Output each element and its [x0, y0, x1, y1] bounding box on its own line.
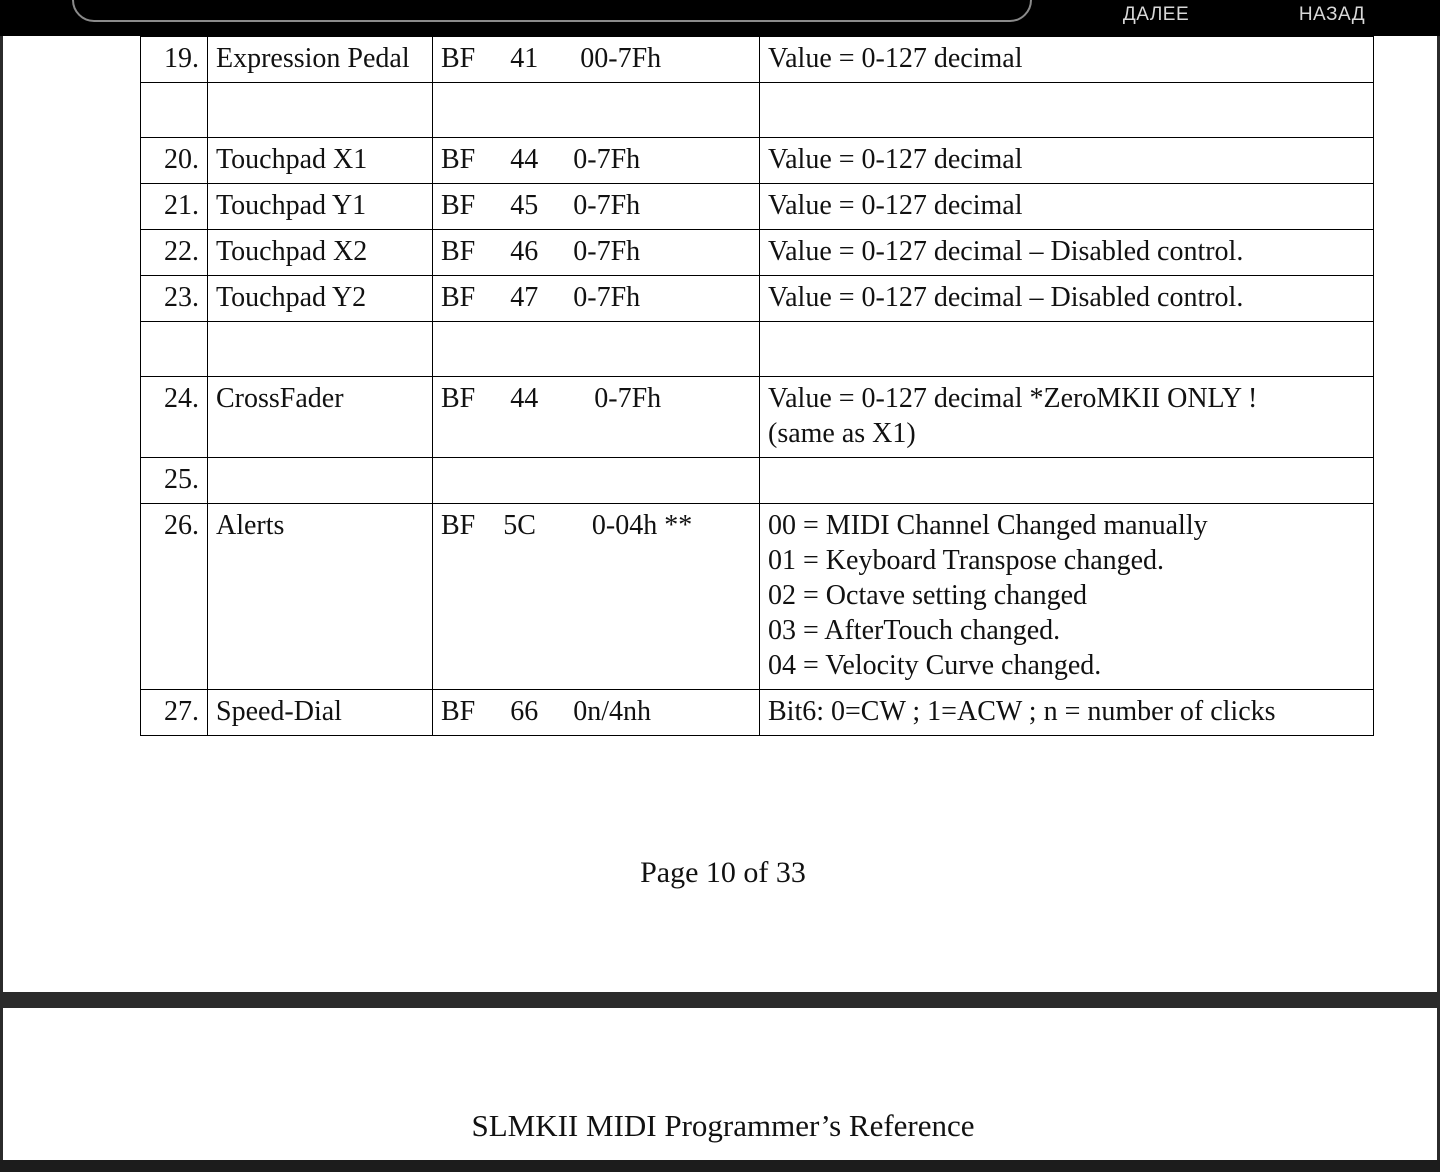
desc-line: Value = 0-127 decimal	[768, 144, 1023, 175]
row-description	[760, 184, 1374, 230]
row-name	[208, 458, 433, 504]
code-text: BF 5C 0-04h **	[441, 510, 693, 541]
row-description	[760, 276, 1374, 322]
row-name: Touchpad Y1	[208, 184, 433, 230]
table-row	[141, 184, 1374, 230]
code-text: BF 41 00-7Fh	[441, 43, 662, 74]
row-description	[760, 322, 1374, 377]
table-row	[141, 504, 1374, 690]
document-title: SLMKII MIDI Programmer’s Reference	[471, 1108, 975, 1143]
desc-line: Value = 0-127 decimal	[768, 190, 1023, 221]
row-code	[433, 690, 760, 736]
table-row	[141, 83, 1374, 138]
page-divider	[0, 992, 1440, 1008]
top-toolbar	[0, 0, 1440, 36]
row-code	[433, 276, 760, 322]
code-text: BF 44 0-7Fh	[441, 144, 641, 175]
row-description	[760, 230, 1374, 276]
row-name: Touchpad X1	[208, 138, 433, 184]
desc-line: 04 = Velocity Curve changed.	[768, 650, 1102, 681]
desc-line: 02 = Octave setting changed	[768, 580, 1088, 611]
row-name: Touchpad Y2	[208, 276, 433, 322]
row-description	[760, 504, 1374, 690]
table-row	[141, 458, 1374, 504]
row-number: 26.	[141, 504, 208, 690]
table-row	[141, 377, 1374, 458]
desc-line: 03 = AfterTouch changed.	[768, 615, 1061, 646]
table-row	[141, 138, 1374, 184]
row-number: 25.	[141, 458, 208, 504]
table-row	[141, 37, 1374, 83]
row-code	[433, 322, 760, 377]
desc-line: Value = 0-127 decimal *ZeroMKII ONLY !	[768, 383, 1258, 414]
row-code	[433, 230, 760, 276]
row-number: 22.	[141, 230, 208, 276]
row-name	[208, 322, 433, 377]
bottom-bar	[0, 1160, 1440, 1172]
code-text: BF 66 0n/4nh	[441, 696, 652, 727]
code-text: BF 45 0-7Fh	[441, 190, 641, 221]
desc-line: Bit6: 0=CW ; 1=ACW ; n = number of clicks	[768, 696, 1276, 727]
row-description	[760, 83, 1374, 138]
row-number	[141, 322, 208, 377]
row-description	[760, 138, 1374, 184]
row-number: 27.	[141, 690, 208, 736]
row-code	[433, 458, 760, 504]
row-description	[760, 37, 1374, 83]
desc-line: Value = 0-127 decimal	[768, 43, 1023, 74]
next-button[interactable]: ДАЛЕЕ	[1122, 4, 1190, 25]
row-description	[760, 458, 1374, 504]
row-number: 21.	[141, 184, 208, 230]
row-name: CrossFader	[208, 377, 433, 458]
row-name: Expression Pedal	[208, 37, 433, 83]
next-page-header	[0, 1008, 1440, 1160]
row-code	[433, 184, 760, 230]
table-row	[141, 690, 1374, 736]
back-button[interactable]: НАЗАД	[1298, 4, 1366, 25]
table-row	[141, 322, 1374, 377]
row-name	[208, 83, 433, 138]
row-number: 20.	[141, 138, 208, 184]
row-description	[760, 377, 1374, 458]
row-code	[433, 504, 760, 690]
desc-line: Value = 0-127 decimal – Disabled control.	[768, 282, 1244, 313]
row-description	[760, 690, 1374, 736]
row-code	[433, 377, 760, 458]
row-number: 24.	[141, 377, 208, 458]
table-row	[141, 230, 1374, 276]
row-number: 23.	[141, 276, 208, 322]
desc-line: Value = 0-127 decimal – Disabled control.	[768, 236, 1244, 267]
code-text: BF 46 0-7Fh	[441, 236, 641, 267]
row-code	[433, 83, 760, 138]
row-number: 19.	[141, 37, 208, 83]
row-number	[141, 83, 208, 138]
page-number: Page 10 of 33	[640, 856, 806, 889]
desc-line: 01 = Keyboard Transpose changed.	[768, 545, 1165, 576]
row-name: Alerts	[208, 504, 433, 690]
table-body	[141, 37, 1374, 736]
row-name: Touchpad X2	[208, 230, 433, 276]
row-code	[433, 37, 760, 83]
row-code	[433, 138, 760, 184]
code-text: BF 47 0-7Fh	[441, 282, 641, 313]
desc-line: (same as X1)	[768, 418, 916, 449]
table-row	[141, 276, 1374, 322]
row-name: Speed-Dial	[208, 690, 433, 736]
document-page	[0, 36, 1440, 992]
search-input[interactable]	[72, 0, 1032, 22]
midi-message-table	[140, 36, 1374, 736]
desc-line: 00 = MIDI Channel Changed manually	[768, 510, 1208, 541]
code-text: BF 44 0-7Fh	[441, 383, 662, 414]
